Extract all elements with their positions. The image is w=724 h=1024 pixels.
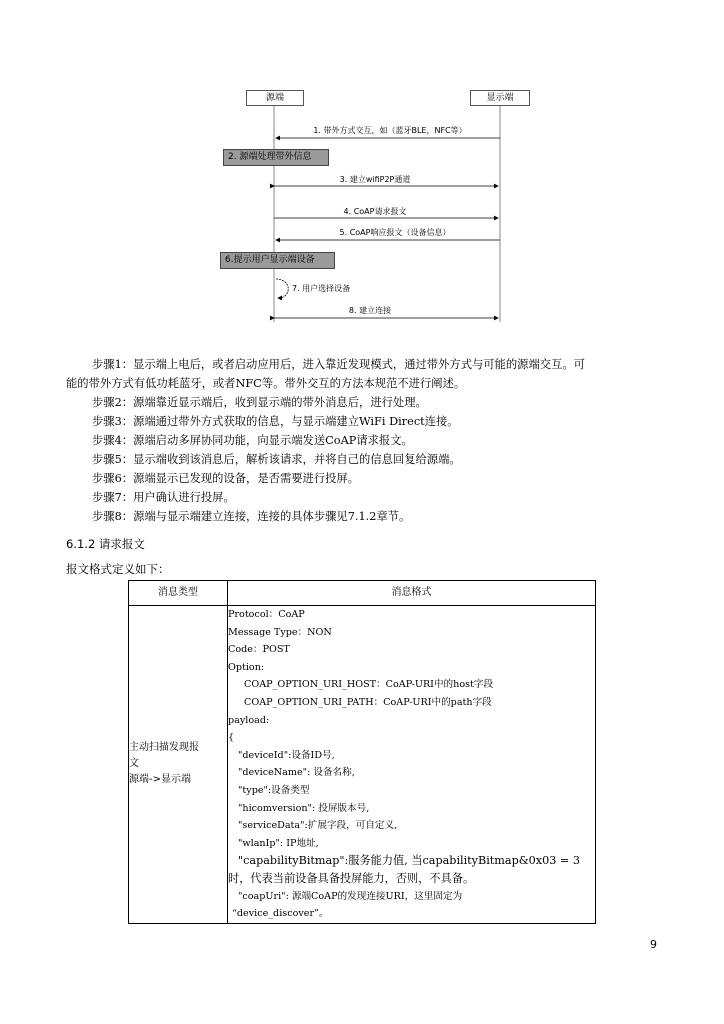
type-line: 文 <box>129 758 139 770</box>
format-line: "hicomversion": 投屏版本号, <box>238 802 370 814</box>
message-format-cell <box>228 606 596 924</box>
format-line: Option: <box>228 661 265 673</box>
step-line: 能的带外方式有低功耗蓝牙，或者NFC等。带外交互的方法本规范不进行阐述。 <box>66 377 466 390</box>
format-line: Protocol：CoAP <box>228 609 305 620</box>
format-line: COAP_OPTION_URI_PATH：CoAP-URI中的path字段 <box>244 696 492 708</box>
format-line: payload: <box>228 714 270 726</box>
self-loop-7 <box>276 279 288 298</box>
header-message-type: 消息类型 <box>129 581 228 606</box>
source-lifeline-box: 源端 <box>246 90 304 106</box>
section-heading: 6.1.2 请求报文 <box>66 537 145 551</box>
step-line: 步骤1：显示端上电后，或者启动应用后，进入靠近发现模式，通过带外方式与可能的源端交互。可 <box>92 358 585 371</box>
type-line: 源端->显示端 <box>129 774 191 786</box>
message-4: 4. CoAP请求报文 <box>343 207 407 216</box>
format-line: Message Type：NON <box>228 626 332 638</box>
format-line: "deviceName": 设备名称, <box>238 767 355 779</box>
message-5: 5. CoAP响应报文（设备信息） <box>339 228 451 237</box>
message-8: 8. 建立连接 <box>348 306 392 315</box>
step-line: 步骤4：源端启动多屏协同功能，向显示端发送CoAP请求报文。 <box>92 434 413 447</box>
format-line: "capabilityBitmap":服务能力值, 当capabilityBitmap&0x03 = 3 <box>238 854 580 868</box>
message-3: 3. 建立wifiP2P通道 <box>339 175 411 184</box>
format-line: { <box>228 732 235 744</box>
format-line: COAP_OPTION_URI_HOST：CoAP-URI中的host字段 <box>244 679 494 691</box>
header-message-format: 消息格式 <box>228 581 596 606</box>
format-line: "type":设备类型 <box>238 784 310 796</box>
intro-text: 报文格式定义如下： <box>66 562 170 576</box>
message-1: 1. 带外方式交互，如（蓝牙BLE，NFC等） <box>313 126 467 135</box>
process-box-2: 2. 源端处理带外信息 <box>223 149 329 166</box>
step-line: 步骤2：源端靠近显示端后，收到显示端的带外消息后，进行处理。 <box>92 396 427 409</box>
format-line: "deviceId":设备ID号, <box>238 749 335 761</box>
process-box-6: 6.提示用户显示端设备 <box>220 252 335 269</box>
steps-text <box>66 355 666 526</box>
step-line: 步骤6：源端显示已发现的设备，是否需要进行投屏。 <box>92 472 360 485</box>
format-line: 时，代表当前设备具备投屏能力，否则，不具备。 <box>228 871 475 885</box>
format-line: “device_discover”。 <box>232 908 329 920</box>
format-line: Code：POST <box>228 644 290 656</box>
message-format-table <box>128 580 596 924</box>
type-line: 主动扫描发现报 <box>129 742 199 754</box>
step-line: 步骤3：源端通过带外方式获取的信息，与显示端建立WiFi Direct连接。 <box>92 415 459 428</box>
page-number: 9 <box>650 938 657 951</box>
display-lifeline-box: 显示端 <box>470 90 530 106</box>
format-line: "wlanIp": IP地址, <box>238 837 319 849</box>
step-line: 步骤7：用户确认进行投屏。 <box>92 491 235 504</box>
step-line: 步骤8：源端与显示端建立连接，连接的具体步骤见7.1.2章节。 <box>92 510 411 523</box>
message-7: 7. 用户选择设备 <box>292 284 351 293</box>
format-line: "serviceData":扩展字段，可自定义, <box>238 820 398 832</box>
message-type-cell <box>129 606 228 924</box>
step-line: 步骤5：显示端收到该消息后，解析该请求，并将自己的信息回复给源端。 <box>92 453 461 466</box>
format-line: "coapUri": 源端CoAP的发现连接URI，这里固定为 <box>238 890 463 902</box>
